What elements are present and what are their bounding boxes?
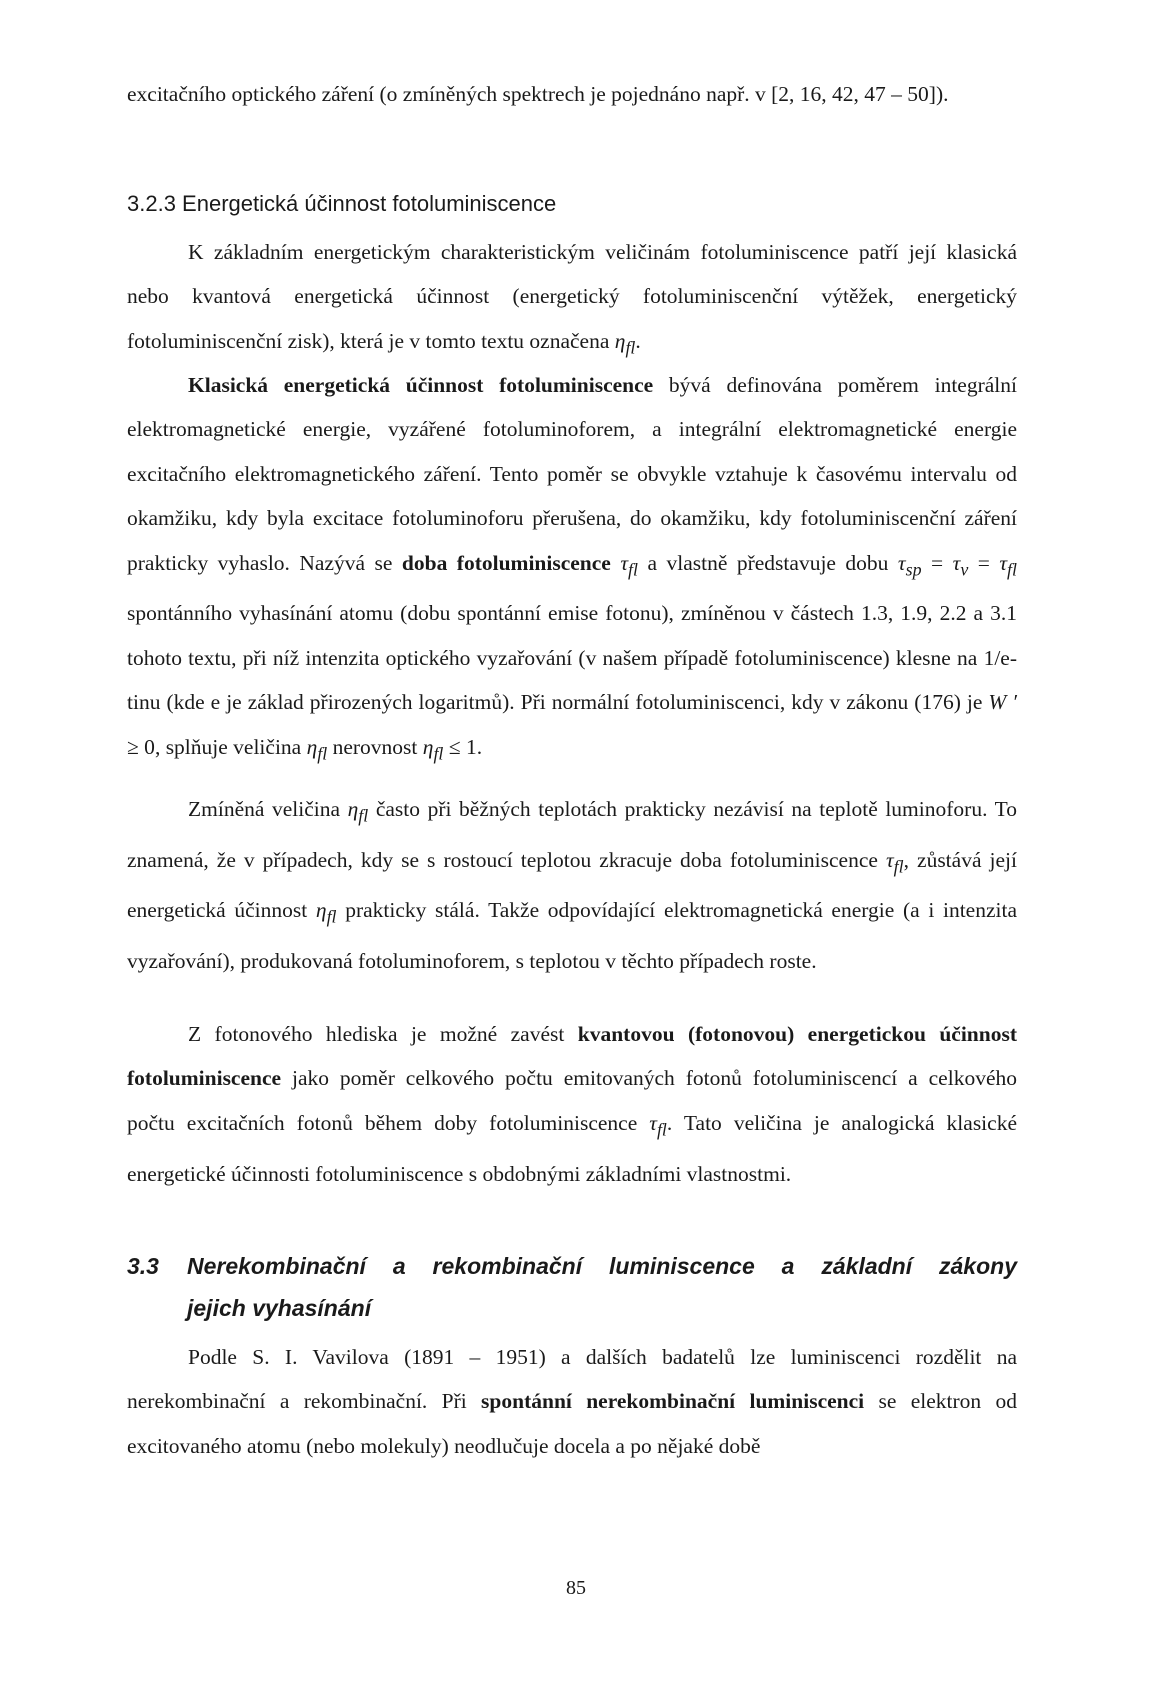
- relation: ≥ 0: [127, 734, 155, 759]
- text-run: Zmíněná veličina: [188, 797, 348, 821]
- section-heading-3-2-3: 3.2.3 Energetická účinnost fotoluminiscence: [127, 191, 557, 216]
- symbol-tau: $\tau_{fl}$: [649, 1110, 667, 1140]
- text-run: spontánního vyhasínání atomu (dobu spontánní emise fotonu), zmíněnou v částech 1.3, 1.9, 2.2 a 3.1 tohoto textu, při níž intenzita optického vyzařování (v našem případě fotoluminiscence) klesne na 1/e-tinu (kde e je základ přirozených logaritmů). Při normální fotoluminiscenci, kdy v zákonu (176) je: [127, 601, 1017, 715]
- text-run: často při běžných teplotách prakticky nezávisí na teplotě luminoforu. To znamená, že v případech, kdy se s rostoucí teplotou zkracuje doba fotoluminiscence: [127, 797, 1018, 872]
- text-run: jako poměr celkového počtu emitovaných fotonů fotoluminiscencí a celkového počtu excitačních fotonů během doby fotoluminiscence: [127, 1066, 1017, 1135]
- page-number: 85: [566, 1577, 586, 1599]
- symbol-eta: $\eta_{fl}$: [347, 797, 369, 826]
- symbol-eta: $\eta_{fl}$: [315, 898, 337, 927]
- symbol-tau: $\tau_{fl}$: [620, 550, 638, 579]
- text-run: .: [635, 328, 641, 353]
- paragraph-continuation: [127, 72, 1017, 116]
- equation-tau: $\tau_{sp} = \tau_v = \tau_{fl}$: [897, 550, 1017, 579]
- text-run: K základním energetickým charakteristickým veličinám fotoluminiscence patří její klasická nebo kvantová energetická účinnost (energetický fotoluminiscenční výtěžek, energetický fotoluminiscenční zisk), která je v tomto textu označena: [127, 240, 1017, 353]
- term-classic-efficiency: Klasická energetická účinnost fotoluminiscence: [188, 373, 654, 397]
- heading-line-2: jejich vyhasínání: [187, 1295, 372, 1321]
- term-quantum-efficiency: kvantovou (fotonovou) energetickou účinnost fotoluminiscence: [127, 1022, 1017, 1091]
- paragraph-quantum-efficiency: [127, 1012, 1017, 1196]
- paragraph-temperature: [127, 787, 1017, 984]
- symbol-w: W ′: [988, 690, 1017, 715]
- text-run: . Tato veličina je analogická klasické energetické účinnosti fotoluminiscence s obdobnými základními vlastnostmi.: [127, 1110, 1017, 1186]
- inequality: $\eta_{fl} \le 1$: [422, 734, 477, 763]
- text-run: , splňuje veličina: [154, 734, 307, 759]
- section-number: 3.3: [127, 1253, 159, 1279]
- section-heading-3-3: [127, 1245, 1017, 1329]
- text-run: bývá definována poměrem integrální elektromagnetické energie, vyzářené fotoluminoforem, a integrální elektromagnetické energie excitačního elektromagnetického záření. Tento poměr se obvykle vztahuje k časovému intervalu od okamžiku, kdy byla excitace fotoluminoforu přerušena, do okamžiku, kdy fotoluminiscenční záření prakticky vyhaslo. Nazývá se: [127, 373, 1017, 575]
- text-run: Podle S. I. Vavilova (1891 – 1951) a dalších badatelů lze luminiscenci rozdělit na nerekombinační a rekombinační. Při: [127, 1345, 1017, 1414]
- symbol-eta: $\eta_{fl}$: [614, 328, 636, 358]
- paragraph-intro: [127, 230, 1017, 370]
- text-run: Z fotonového hlediska je možné zavést: [188, 1022, 578, 1046]
- symbol-tau: $\tau_{fl}$: [885, 847, 904, 876]
- heading-line-1: [127, 1245, 1017, 1287]
- text-run: nerovnost: [327, 734, 423, 759]
- text-run: .: [476, 734, 483, 759]
- symbol-eta: $\eta_{fl}$: [306, 734, 328, 763]
- paragraph-vavilov: [127, 1335, 1017, 1468]
- term-luminescence-time: doba fotoluminiscence: [401, 550, 611, 575]
- heading-text: Nerekombinační a rekombinační luminiscence a základní zákony: [187, 1253, 1017, 1279]
- text-run: se elektron od excitovaného atomu (nebo molekuly) neodlučuje docela a po nějaké době: [127, 1389, 1017, 1458]
- text-run: , zůstává její energetická účinnost: [127, 847, 1017, 923]
- term-nonrecombination: spontánní nerekombinační luminiscenci: [481, 1389, 865, 1414]
- paragraph-classic-efficiency: [127, 363, 1017, 775]
- paragraph-text: excitačního optického záření (o zmíněných spektrech je pojednáno např. v [2, 16, 42, 47 – 50]).: [127, 82, 949, 106]
- text-run: prakticky stálá. Takže odpovídající elektromagnetická energie (a i intenzita vyzařování), produkovaná fotoluminoforem, s teplotou v těchto případech roste.: [127, 898, 1017, 974]
- text-run: a vlastně představuje dobu: [638, 550, 898, 575]
